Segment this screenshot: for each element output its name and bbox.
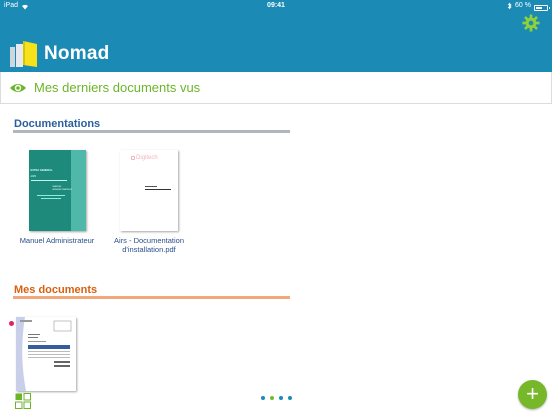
navbar	[0, 12, 552, 72]
gear-icon[interactable]	[522, 14, 540, 32]
section-title-mes-documents: Mes documents	[14, 284, 98, 296]
document-thumbnail	[16, 317, 76, 391]
document-label	[108, 236, 190, 254]
page-indicator[interactable]	[261, 396, 292, 400]
document-card-mes-documents-1[interactable]	[15, 317, 77, 391]
cover-rule	[31, 180, 67, 181]
document-thumbnail	[120, 150, 178, 231]
brand	[9, 39, 109, 69]
cover-brand-mark	[131, 156, 135, 160]
status-bar	[0, 0, 552, 12]
page-dot[interactable]	[270, 396, 274, 400]
cover-lines	[37, 195, 65, 196]
invoice-preview	[16, 317, 76, 391]
cover-lines-2	[41, 198, 61, 199]
status-time: 09:41	[267, 2, 285, 9]
bluetooth-icon	[507, 2, 512, 10]
cover-text-1	[145, 186, 157, 187]
status-right	[507, 0, 548, 12]
document-thumbnail	[29, 150, 86, 231]
nomad-logo-icon	[9, 39, 39, 69]
unread-indicator-dot	[9, 321, 14, 326]
eye-icon	[9, 82, 27, 94]
recent-documents-bar[interactable]	[0, 72, 552, 104]
cover-line2: ADMINISTRATEUR	[52, 189, 72, 191]
page-dot[interactable]	[279, 396, 283, 400]
battery-fill	[536, 7, 542, 9]
add-document-button[interactable]	[518, 380, 547, 409]
device-name: iPad	[4, 2, 19, 9]
cover-right-panel	[71, 150, 86, 231]
grid-view-icon[interactable]	[15, 393, 31, 409]
cover-heading: EXTRA GENERAL	[30, 169, 53, 172]
app-name: Nomad	[44, 43, 110, 64]
document-label: Manuel Administrateur	[19, 236, 95, 245]
cover-line1: MANUEL	[52, 186, 62, 188]
document-label-line2: d'installation.pdf	[122, 245, 176, 254]
section-title-documentations: Documentations	[14, 118, 101, 130]
battery-icon	[534, 5, 548, 11]
section-rule-documentations	[13, 130, 290, 133]
page-dot[interactable]	[288, 396, 292, 400]
document-label-line1: Airs - Documentation	[113, 236, 185, 245]
battery-percent: 60 %	[515, 2, 531, 9]
document-card-airs-documentation[interactable]	[108, 150, 190, 254]
section-rule-mes-documents	[13, 296, 290, 299]
cover-brand: Digitech	[136, 155, 158, 161]
plus-icon: +	[526, 381, 539, 406]
cover-sub: AIRS	[30, 175, 37, 178]
document-card-manuel-administrateur[interactable]	[16, 150, 98, 245]
cover-text-2	[145, 189, 171, 190]
recent-documents-title: Mes derniers documents vus	[34, 80, 201, 95]
page-dot[interactable]	[261, 396, 265, 400]
